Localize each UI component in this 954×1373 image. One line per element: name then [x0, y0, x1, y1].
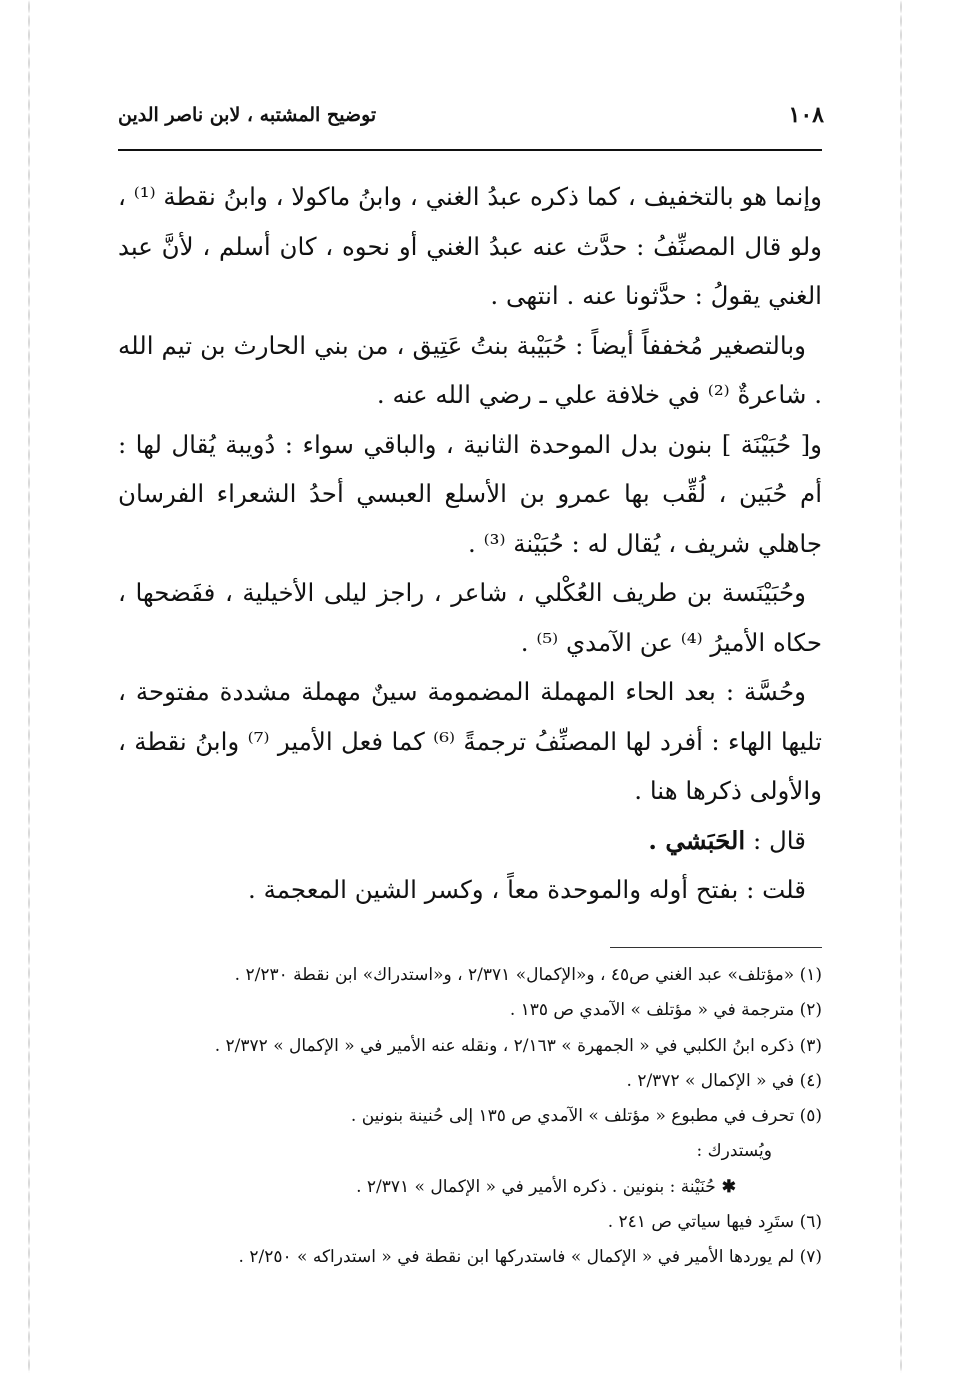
footnote-5: (٥) تحرف في مطبوع « مؤتلف » الآمدي ص ١٣٥ إلى حُنينة بنونين .	[350, 1106, 822, 1127]
footnote-5-addendum	[140, 1170, 822, 1205]
paragraph-7: قلت : بفتح أوله والموحدة معاً ، وكسر الشين المعجمة .	[248, 875, 806, 904]
footnote-5-addendum-text: حُنَيْنة : بنونين . ذكره الأمير في « الإكمال » ٢/٣٧١ .	[356, 1176, 716, 1197]
footnotes	[140, 958, 822, 1276]
paragraph-3: و[ حُبَيْنَة ] بنون بدل الموحدة الثانية ، والباقي سواء : دُويبة يُقال لها : أم حُبَين ، لُقِّب بها عمرو بن الأسلع العبسي أحدُ الشعراء الفرسان جاهلي شريف ، يُقال له : حُبَيْنة ⁽³⁾ .	[118, 429, 822, 558]
book-title: توضيح المشتبه ، لابن ناصر الدين	[118, 104, 377, 126]
footnote-6: (٦) ستَرِد فيها سياتي ص ٢٤١ .	[607, 1212, 822, 1233]
footnote-rule	[610, 947, 822, 948]
footnote-5-continuation: ويُستدرك :	[696, 1141, 772, 1162]
footnote-4: (٤) في « الإكمال » ٢/٣٧٢ .	[626, 1070, 822, 1091]
running-header	[118, 100, 824, 140]
headword-habashi: الحَبَشي .	[648, 825, 746, 855]
paragraph-1: وإنما هو بالتخفيف ، كما ذكره عبدُ الغني ، وابنُ ماكولا ، وابنُ نقطة ⁽¹⁾ ، ولو قال المصنِّفُ : حدَّث عنه عبدُ الغني أو نحوه ، كان أسلم ، لأنَّ عبد الغني يقولُ : حدَّثونا عنه . انتهى .	[118, 182, 823, 310]
footnote-2: (٢) مترجمة في « مؤتلف » الآمدي ص ١٣٥ .	[509, 1000, 822, 1021]
main-text	[118, 172, 822, 915]
footnote-1: (١) «مؤتلف» عبد الغني ص٤٥ ، و«الإكمال» ٢/٣٧١ ، و«استدراك» ابن نقطة ٢/٢٣٠ .	[234, 965, 822, 985]
scan-edge-right	[900, 0, 902, 1373]
footnote-3: (٣) ذكره ابنُ الكلبي في « الجمهرة » ٢/١٦٣ ، ونقله عنه الأمير في « الإكمال » ٢/٣٧٢ .	[214, 1035, 822, 1056]
footnote-7: (٧) لم يوردها الأمير في « الإكمال » فاستدركها ابن نقطة في « استدراكه » ٢/٢٥٠ .	[238, 1247, 822, 1268]
paragraph-4: وحُبَيْنَسة بن طريف العُكْلي ، شاعر ، راجز ليلى الأخيلية ، ففَضحها ، حكاه الأميرُ ⁽⁴⁾ عن الآمدي ⁽⁵⁾ .	[118, 578, 822, 657]
scan-edge-left	[28, 0, 30, 1373]
page-number: ١٠٨	[788, 102, 824, 128]
paragraph-6	[118, 816, 822, 866]
star-icon: ✱	[721, 1176, 736, 1197]
paragraph-6-lead: قال :	[752, 825, 806, 855]
paragraph-2: وبالتصغير مُخففاً أيضاً : حُبَيْبة بنتُ عَتِيق ، من بني الحارث بن تيم الله . شاعرةٌ ⁽²⁾ في خلافة علي ـ رضي الله عنه .	[118, 330, 822, 409]
paragraph-5: وحُسَّة : بعد الحاء المهملة المضمومة سينٌ مهملة مشددة مفتوحة ، تليها الهاء : أفرد لها المصنِّفُ ترجمةً ⁽⁶⁾ كما فعل الأمير ⁽⁷⁾ وابنُ نقطة ، والأولى ذكرها هنا .	[118, 677, 822, 805]
header-rule	[118, 149, 822, 151]
